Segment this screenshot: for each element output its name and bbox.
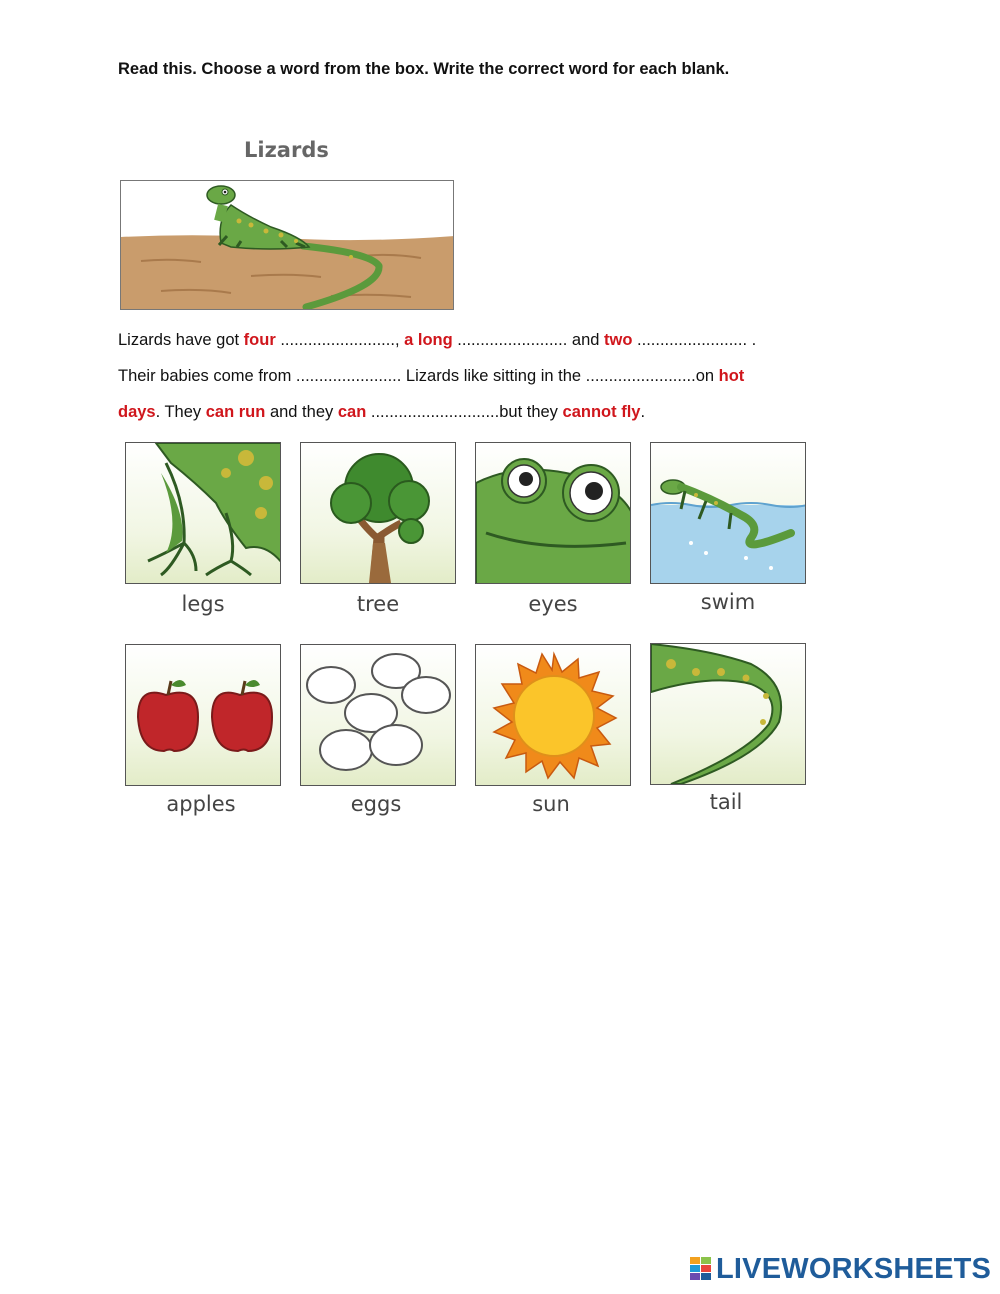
- paragraph-line-3: [118, 403, 645, 422]
- word-tail: tail: [709, 790, 743, 814]
- keyword: can: [337, 403, 367, 421]
- word-sun: sun: [532, 792, 570, 816]
- paragraph-line-2: [118, 367, 744, 386]
- text-segment: Lizards have got: [118, 331, 244, 349]
- sun-picture: [475, 644, 631, 786]
- eyes-picture: [475, 442, 631, 584]
- keyword: days: [118, 403, 156, 421]
- blank-segment: Their babies come from ....................... Lizards like sitting in the ........................on: [118, 367, 719, 385]
- word-swim: swim: [700, 590, 756, 614]
- blank-segment: ........................ .: [632, 331, 757, 349]
- liveworksheets-logo: [690, 1253, 991, 1285]
- instruction-text: Read this. Choose a word from the box. Write the correct word for each blank.: [118, 60, 730, 78]
- picture-title: Lizards: [244, 138, 329, 162]
- blank-segment: ........................ and: [452, 331, 605, 349]
- liveworksheets-logo-icon: [690, 1257, 712, 1281]
- word-eyes: eyes: [528, 592, 578, 616]
- word-apples: apples: [166, 792, 236, 816]
- apples-picture: [125, 644, 281, 786]
- blank-segment: .........................,: [275, 331, 405, 349]
- tail-picture: [650, 643, 806, 785]
- text-segment: and they: [265, 403, 338, 421]
- text-segment: . They: [155, 403, 206, 421]
- word-eggs: eggs: [350, 792, 402, 816]
- keyword: a long: [404, 331, 453, 349]
- blank-segment: ............................but they: [366, 403, 563, 421]
- text-segment: .: [640, 403, 646, 421]
- keyword: two: [604, 331, 633, 349]
- logo-text: LIVEWORKSHEETS: [716, 1252, 992, 1285]
- eggs-picture: [300, 644, 456, 786]
- keyword: four: [243, 331, 276, 349]
- keyword: hot: [718, 367, 745, 385]
- lizard-scene-image: [120, 180, 454, 310]
- keyword: can run: [205, 403, 266, 421]
- word-tree: tree: [356, 592, 400, 616]
- tree-picture: [300, 442, 456, 584]
- legs-picture: [125, 442, 281, 584]
- keyword: cannot fly: [562, 403, 641, 421]
- swim-picture: [650, 442, 806, 584]
- word-legs: legs: [181, 592, 225, 616]
- paragraph-line-1: [118, 331, 756, 350]
